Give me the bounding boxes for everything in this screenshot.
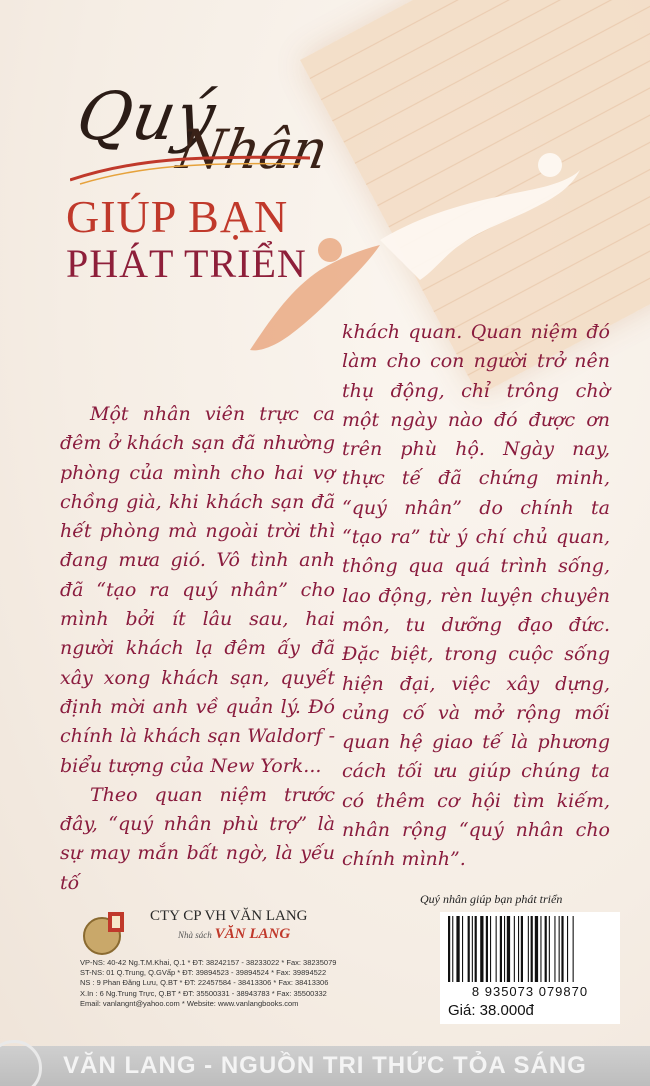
barcode-bar (468, 916, 470, 982)
barcode-bar (559, 916, 560, 982)
publisher-brand (178, 926, 290, 943)
barcode-bar (573, 916, 574, 982)
publisher-addresses (80, 958, 440, 1009)
barcode-bar (561, 916, 563, 982)
barcode-bar (452, 916, 453, 982)
slogan: VĂN LANG - NGUỒN TRI THỨC TỎA SÁNG (63, 1052, 587, 1079)
barcode-bar (486, 916, 488, 982)
barcode-bar (480, 916, 483, 982)
body-right-column (342, 318, 610, 875)
address-line: NS : 9 Phan Đăng Lưu, Q.BT * ĐT: 22457584 - 38413306 * Fax: 38413306 (80, 978, 329, 988)
address-line: VP-NS: 40-42 Ng.T.M.Khai, Q.1 * ĐT: 38242157 - 38233022 * Fax: 38235079 (80, 958, 337, 967)
barcode-bar (496, 916, 497, 982)
body-paragraph: khách quan. Quan niệm đó làm cho con người trở nên thụ động, chỉ trông chờ một ngày nào đó được ơn trên phù hộ. Ngày nay, thực tế đã chứng minh, “quý nhân” do chính ta “tạo ra” từ ý chí chủ quan, thông qua quá trình sống, lao động, rèn luyện chuyên môn, tu dưỡng đạo đức. Đặc biệt, trong cuộc sống hiện đại, việc xây dựng, củng cố và mở rộng mối quan hệ giao tế là phương cách tối ưu giúp chúng ta có thêm cơ hội tìm kiếm, nhân rộng “quý nhân cho chính mình”. (342, 321, 610, 871)
barcode-bar (554, 916, 555, 982)
title-swoosh (70, 150, 310, 190)
barcode-bar (540, 916, 541, 982)
barcode-bar (535, 916, 538, 982)
barcode-bar (500, 916, 502, 982)
barcode-bar (567, 916, 568, 982)
barcode-bar (472, 916, 473, 982)
body-paragraph: Một nhân viên trực ca đêm ở khách sạn đã nhường phòng của mình cho hai vợ chồng già, khi khách sạn đã hết phòng mà ngoài trời thì đang mưa gió. Vô tình anh đã “tạo ra quý nhân” cho mình bởi ít lâu sau, hai người khách lạ đêm ấy đã xây xong khách sạn, quyết định mời anh về quản lý. Đó chính là khách sạn Waldorf - biểu tượng của New York... (60, 403, 335, 777)
barcode-bar (549, 916, 550, 982)
barcode-bar (462, 916, 463, 982)
barcode-bar (528, 916, 529, 982)
book-title-small: Quý nhân giúp bạn phát triển (420, 892, 563, 906)
address-line: X.In : 6 Ng.Trung Trực, Q.BT * ĐT: 35500331 - 38943783 * Fax: 35500332 (80, 988, 327, 998)
barcode (446, 916, 614, 984)
publisher-brand-small: Nhà sách (178, 930, 212, 940)
title-script-word-2: Nhân (172, 118, 333, 181)
publisher-name: CTY CP VH VĂN LANG (150, 908, 308, 924)
barcode-bar (521, 916, 523, 982)
barcode-bar (507, 916, 510, 982)
body-paragraph: Theo quan niệm trước đây, “quý nhân phù trợ” là sự may mắn bất ngờ, là yếu tố (60, 783, 335, 894)
title-line-2: GIÚP BẠN (66, 191, 289, 242)
barcode-bar (504, 916, 505, 982)
body-left-column (60, 400, 335, 898)
title-line-3: PHÁT TRIỂN (66, 241, 307, 286)
publisher-logo-icon (80, 910, 130, 956)
barcode-number: 8 935073 079870 (471, 984, 589, 999)
barcode-bar (514, 916, 515, 982)
address-line: Email: vanlangnt@yahoo.com * Website: www.vanlangbooks.com (80, 998, 299, 1008)
barcode-box (440, 912, 620, 1024)
barcode-bar (456, 916, 459, 982)
publisher-brand-name: VĂN LANG (214, 926, 291, 942)
barcode-bar (545, 916, 547, 982)
barcode-bar (531, 916, 533, 982)
price: Giá: 38.000đ (448, 1002, 534, 1019)
barcode-bar (490, 916, 491, 982)
address-line: ST-NS: 01 Q.Trung, Q.GVấp * ĐT: 39894523 - 39894524 * Fax: 39894522 (80, 968, 327, 978)
barcode-bar (475, 916, 477, 982)
title-script-word-1: Quý (71, 78, 222, 155)
barcode-bar (448, 916, 450, 982)
barcode-bar (518, 916, 519, 982)
